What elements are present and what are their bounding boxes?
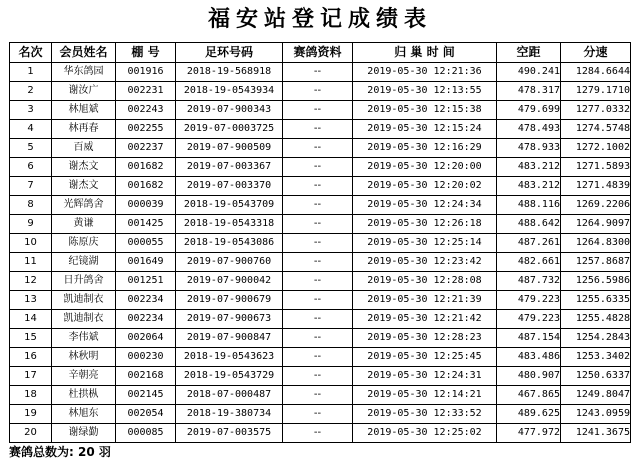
cell-speed: 1255.4828 xyxy=(561,310,631,329)
table-row xyxy=(10,348,631,367)
cell-member-name: 林旭东 xyxy=(52,405,116,424)
cell-pigeon-info: -- xyxy=(283,348,353,367)
cell-pigeon-info: -- xyxy=(283,101,353,120)
cell-rank: 11 xyxy=(10,253,52,272)
cell-rank: 12 xyxy=(10,272,52,291)
cell-pigeon-info: -- xyxy=(283,63,353,82)
cell-arrival-time: 2019-05-30 12:28:23 xyxy=(353,329,497,348)
cell-arrival-time: 2019-05-30 12:21:36 xyxy=(353,63,497,82)
cell-pigeon-info: -- xyxy=(283,196,353,215)
cell-pigeon-info: -- xyxy=(283,82,353,101)
table-row xyxy=(10,158,631,177)
cell-member-name: 林旭斌 xyxy=(52,101,116,120)
col-header-speed: 分速 xyxy=(561,43,631,63)
cell-pigeon-info: -- xyxy=(283,386,353,405)
cell-distance: 487.261 xyxy=(497,234,561,253)
cell-distance: 488.642 xyxy=(497,215,561,234)
cell-rank: 5 xyxy=(10,139,52,158)
cell-arrival-time: 2019-05-30 12:33:52 xyxy=(353,405,497,424)
cell-arrival-time: 2019-05-30 12:15:24 xyxy=(353,120,497,139)
cell-ring-number: 2018-19-0543623 xyxy=(176,348,283,367)
cell-loft-number: 002234 xyxy=(116,310,176,329)
cell-rank: 19 xyxy=(10,405,52,424)
cell-loft-number: 000085 xyxy=(116,424,176,443)
cell-member-name: 谢汝广 xyxy=(52,82,116,101)
table-row xyxy=(10,253,631,272)
cell-pigeon-info: -- xyxy=(283,234,353,253)
cell-arrival-time: 2019-05-30 12:16:29 xyxy=(353,139,497,158)
cell-pigeon-info: -- xyxy=(283,139,353,158)
cell-ring-number: 2018-07-000487 xyxy=(176,386,283,405)
cell-speed: 1249.8047 xyxy=(561,386,631,405)
cell-member-name: 纪镜湖 xyxy=(52,253,116,272)
table-row xyxy=(10,139,631,158)
cell-ring-number: 2019-07-900847 xyxy=(176,329,283,348)
cell-member-name: 陈原庆 xyxy=(52,234,116,253)
col-header-loft-number: 棚 号 xyxy=(116,43,176,63)
cell-arrival-time: 2019-05-30 12:14:21 xyxy=(353,386,497,405)
table-row xyxy=(10,272,631,291)
cell-loft-number: 001425 xyxy=(116,215,176,234)
col-header-distance: 空距 xyxy=(497,43,561,63)
cell-speed: 1277.0332 xyxy=(561,101,631,120)
cell-distance: 479.223 xyxy=(497,291,561,310)
cell-speed: 1279.1710 xyxy=(561,82,631,101)
cell-ring-number: 2018-19-0543318 xyxy=(176,215,283,234)
cell-distance: 477.972 xyxy=(497,424,561,443)
col-header-member-name: 会员姓名 xyxy=(52,43,116,63)
cell-speed: 1241.3675 xyxy=(561,424,631,443)
cell-ring-number: 2018-19-0543086 xyxy=(176,234,283,253)
cell-pigeon-info: -- xyxy=(283,272,353,291)
cell-loft-number: 002243 xyxy=(116,101,176,120)
cell-rank: 3 xyxy=(10,101,52,120)
cell-ring-number: 2018-19-0543729 xyxy=(176,367,283,386)
cell-rank: 20 xyxy=(10,424,52,443)
cell-rank: 14 xyxy=(10,310,52,329)
cell-loft-number: 001251 xyxy=(116,272,176,291)
cell-ring-number: 2019-07-900343 xyxy=(176,101,283,120)
cell-member-name: 光辉鸽舍 xyxy=(52,196,116,215)
cell-speed: 1269.2206 xyxy=(561,196,631,215)
cell-pigeon-info: -- xyxy=(283,424,353,443)
col-header-pigeon-info: 赛鸽资料 xyxy=(283,43,353,63)
cell-ring-number: 2018-19-0543709 xyxy=(176,196,283,215)
cell-loft-number: 001682 xyxy=(116,158,176,177)
cell-loft-number: 002231 xyxy=(116,82,176,101)
cell-ring-number: 2019-07-900509 xyxy=(176,139,283,158)
cell-ring-number: 2018-19-0543934 xyxy=(176,82,283,101)
cell-ring-number: 2019-07-900679 xyxy=(176,291,283,310)
cell-speed: 1264.8300 xyxy=(561,234,631,253)
cell-ring-number: 2019-07-003367 xyxy=(176,158,283,177)
cell-ring-number: 2019-07-900042 xyxy=(176,272,283,291)
cell-member-name: 辛朝亮 xyxy=(52,367,116,386)
cell-ring-number: 2019-07-003575 xyxy=(176,424,283,443)
cell-distance: 489.625 xyxy=(497,405,561,424)
cell-distance: 487.154 xyxy=(497,329,561,348)
cell-arrival-time: 2019-05-30 12:28:08 xyxy=(353,272,497,291)
cell-speed: 1253.3402 xyxy=(561,348,631,367)
cell-rank: 8 xyxy=(10,196,52,215)
table-row xyxy=(10,63,631,82)
cell-pigeon-info: -- xyxy=(283,291,353,310)
cell-rank: 13 xyxy=(10,291,52,310)
cell-ring-number: 2019-07-003370 xyxy=(176,177,283,196)
cell-distance: 482.661 xyxy=(497,253,561,272)
cell-speed: 1284.6644 xyxy=(561,63,631,82)
cell-rank: 17 xyxy=(10,367,52,386)
col-header-ring-number: 足环号码 xyxy=(176,43,283,63)
cell-loft-number: 001649 xyxy=(116,253,176,272)
table-row xyxy=(10,196,631,215)
cell-distance: 483.486 xyxy=(497,348,561,367)
cell-distance: 478.317 xyxy=(497,82,561,101)
cell-arrival-time: 2019-05-30 12:21:42 xyxy=(353,310,497,329)
table-row xyxy=(10,177,631,196)
cell-arrival-time: 2019-05-30 12:26:18 xyxy=(353,215,497,234)
cell-arrival-time: 2019-05-30 12:21:39 xyxy=(353,291,497,310)
cell-speed: 1274.5748 xyxy=(561,120,631,139)
table-row xyxy=(10,101,631,120)
table-row xyxy=(10,291,631,310)
cell-member-name: 凯迪制衣 xyxy=(52,310,116,329)
cell-rank: 2 xyxy=(10,82,52,101)
cell-member-name: 凯迪制衣 xyxy=(52,291,116,310)
cell-distance: 480.907 xyxy=(497,367,561,386)
cell-loft-number: 001682 xyxy=(116,177,176,196)
cell-speed: 1255.6335 xyxy=(561,291,631,310)
table-row xyxy=(10,234,631,253)
cell-distance: 487.732 xyxy=(497,272,561,291)
table-row xyxy=(10,310,631,329)
cell-speed: 1257.8687 xyxy=(561,253,631,272)
cell-arrival-time: 2019-05-30 12:13:55 xyxy=(353,82,497,101)
cell-loft-number: 002145 xyxy=(116,386,176,405)
cell-rank: 15 xyxy=(10,329,52,348)
cell-loft-number: 002237 xyxy=(116,139,176,158)
cell-rank: 6 xyxy=(10,158,52,177)
cell-speed: 1271.5893 xyxy=(561,158,631,177)
cell-member-name: 黄谦 xyxy=(52,215,116,234)
cell-arrival-time: 2019-05-30 12:20:00 xyxy=(353,158,497,177)
table-row xyxy=(10,367,631,386)
table-row xyxy=(10,82,631,101)
cell-ring-number: 2019-07-0003725 xyxy=(176,120,283,139)
total-count: 赛鸽总数为: 20 羽 xyxy=(9,445,111,459)
cell-pigeon-info: -- xyxy=(283,158,353,177)
cell-rank: 16 xyxy=(10,348,52,367)
cell-rank: 10 xyxy=(10,234,52,253)
cell-distance: 479.699 xyxy=(497,101,561,120)
cell-ring-number: 2018-19-380734 xyxy=(176,405,283,424)
table-row xyxy=(10,424,631,443)
cell-rank: 7 xyxy=(10,177,52,196)
cell-pigeon-info: -- xyxy=(283,215,353,234)
cell-speed: 1264.9097 xyxy=(561,215,631,234)
cell-pigeon-info: -- xyxy=(283,120,353,139)
cell-loft-number: 000230 xyxy=(116,348,176,367)
cell-pigeon-info: -- xyxy=(283,177,353,196)
cell-rank: 4 xyxy=(10,120,52,139)
cell-distance: 478.493 xyxy=(497,120,561,139)
cell-distance: 483.212 xyxy=(497,177,561,196)
cell-loft-number: 002054 xyxy=(116,405,176,424)
table-row xyxy=(10,120,631,139)
table-row xyxy=(10,405,631,424)
cell-pigeon-info: -- xyxy=(283,253,353,272)
table-row xyxy=(10,215,631,234)
cell-speed: 1272.1002 xyxy=(561,139,631,158)
cell-speed: 1271.4839 xyxy=(561,177,631,196)
col-header-rank: 名次 xyxy=(10,43,52,63)
cell-distance: 490.241 xyxy=(497,63,561,82)
cell-arrival-time: 2019-05-30 12:25:02 xyxy=(353,424,497,443)
cell-pigeon-info: -- xyxy=(283,367,353,386)
cell-rank: 18 xyxy=(10,386,52,405)
cell-distance: 467.865 xyxy=(497,386,561,405)
cell-member-name: 谢绿勤 xyxy=(52,424,116,443)
cell-member-name: 百威 xyxy=(52,139,116,158)
cell-member-name: 林秋明 xyxy=(52,348,116,367)
cell-arrival-time: 2019-05-30 12:25:45 xyxy=(353,348,497,367)
cell-ring-number: 2018-19-568918 xyxy=(176,63,283,82)
cell-ring-number: 2019-07-900760 xyxy=(176,253,283,272)
cell-member-name: 杜拱枞 xyxy=(52,386,116,405)
cell-arrival-time: 2019-05-30 12:23:42 xyxy=(353,253,497,272)
cell-member-name: 李伟斌 xyxy=(52,329,116,348)
cell-loft-number: 000039 xyxy=(116,196,176,215)
table-body xyxy=(10,63,631,443)
cell-loft-number: 002168 xyxy=(116,367,176,386)
col-header-arrival-time: 归 巢 时 间 xyxy=(353,43,497,63)
cell-distance: 488.116 xyxy=(497,196,561,215)
cell-pigeon-info: -- xyxy=(283,310,353,329)
cell-arrival-time: 2019-05-30 12:24:31 xyxy=(353,367,497,386)
cell-member-name: 华东鸽园 xyxy=(52,63,116,82)
cell-loft-number: 002234 xyxy=(116,291,176,310)
cell-speed: 1256.5986 xyxy=(561,272,631,291)
cell-speed: 1254.2843 xyxy=(561,329,631,348)
cell-distance: 479.223 xyxy=(497,310,561,329)
cell-arrival-time: 2019-05-30 12:24:34 xyxy=(353,196,497,215)
page-title: 福安站登记成绩表 xyxy=(207,6,432,32)
cell-ring-number: 2019-07-900673 xyxy=(176,310,283,329)
cell-arrival-time: 2019-05-30 12:20:02 xyxy=(353,177,497,196)
cell-rank: 9 xyxy=(10,215,52,234)
cell-rank: 1 xyxy=(10,63,52,82)
table-row xyxy=(10,386,631,405)
cell-loft-number: 002064 xyxy=(116,329,176,348)
cell-member-name: 林再春 xyxy=(52,120,116,139)
cell-speed: 1243.0959 xyxy=(561,405,631,424)
cell-member-name: 谢杰文 xyxy=(52,177,116,196)
cell-arrival-time: 2019-05-30 12:25:14 xyxy=(353,234,497,253)
table-row xyxy=(10,329,631,348)
cell-loft-number: 002255 xyxy=(116,120,176,139)
cell-loft-number: 001916 xyxy=(116,63,176,82)
cell-distance: 483.212 xyxy=(497,158,561,177)
cell-member-name: 日升鸽舍 xyxy=(52,272,116,291)
cell-pigeon-info: -- xyxy=(283,405,353,424)
cell-arrival-time: 2019-05-30 12:15:38 xyxy=(353,101,497,120)
header-row xyxy=(10,43,631,63)
cell-pigeon-info: -- xyxy=(283,329,353,348)
results-table xyxy=(9,42,631,443)
cell-speed: 1250.6337 xyxy=(561,367,631,386)
cell-loft-number: 000055 xyxy=(116,234,176,253)
cell-distance: 478.933 xyxy=(497,139,561,158)
cell-member-name: 谢杰文 xyxy=(52,158,116,177)
